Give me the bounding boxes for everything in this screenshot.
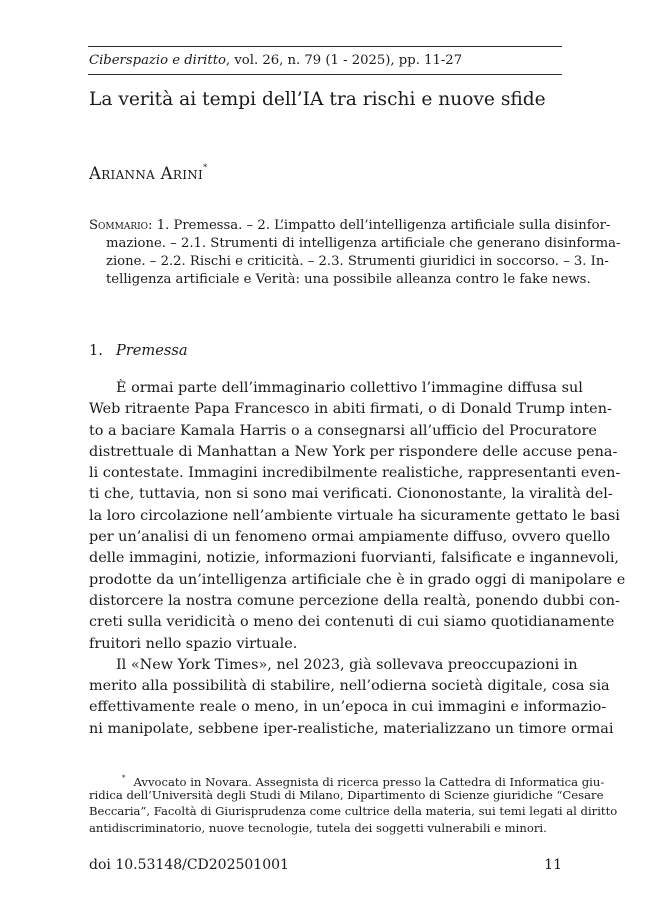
footnote-block bbox=[89, 770, 618, 836]
summary-line bbox=[89, 217, 611, 235]
summary-line: telligenza artificiale e Verità: una possibile alleanza contro le fake news. bbox=[106, 272, 591, 287]
footnote-marker: * bbox=[122, 774, 126, 782]
body-line: ni manipolate, sebbene iper-realistiche, materializzano un timore ormai bbox=[89, 720, 614, 737]
body-line: creti sulla veridicità o meno dei contenuti di cui siamo quotidianamente bbox=[89, 614, 615, 631]
header-bottom-rule bbox=[88, 74, 562, 75]
author-name-block bbox=[89, 157, 563, 185]
body-line: delle immagini, notizie, informazioni fuorvianti, falsificate e ingannevoli, bbox=[89, 550, 619, 567]
author-name: Arianna Arini bbox=[89, 164, 204, 183]
body-line: fruitori nello spazio virtuale. bbox=[89, 635, 298, 652]
doi-identifier: doi 10.53148/CD202501001 bbox=[89, 857, 289, 873]
footnote-line: Beccaria”, Facoltà di Giurisprudenza come cultrice della materia, sui temi legati al diritto bbox=[89, 804, 618, 819]
summary-label: Sommario: bbox=[89, 218, 153, 233]
section-heading bbox=[89, 341, 188, 361]
body-line: distrettuale di Manhattan a New York per rispondere delle accuse pena- bbox=[89, 443, 618, 460]
body-line: Web ritraente Papa Francesco in abiti firmati, o di Donald Trump inten- bbox=[89, 401, 612, 418]
body-line: to a baciare Kamala Harris o a consegnarsi all’ufficio del Procuratore bbox=[89, 422, 597, 439]
article-title: La verità ai tempi dell’IA tra rischi e nuove sfide bbox=[89, 89, 546, 110]
body-line: È ormai parte dell’immaginario collettivo l’immagine diffusa sul bbox=[116, 380, 583, 396]
section-title: Premessa bbox=[116, 342, 188, 359]
page-number: 11 bbox=[544, 857, 562, 873]
body-line: li contestate. Immagini incredibilmente realistiche, rappresentanti even- bbox=[89, 465, 621, 482]
journal-name: Ciberspazio e diritto bbox=[89, 53, 226, 68]
body-line: merito alla possibilità di stabilire, nell’odierna società digitale, cosa sia bbox=[89, 678, 610, 695]
header-top-rule bbox=[88, 46, 562, 47]
body-line: ti che, tuttavia, non si sono mai verificati. Ciononostante, la viralità del- bbox=[89, 486, 613, 503]
body-line: effettivamente reale o meno, in un’epoca in cui immagini e informazio- bbox=[89, 699, 607, 716]
summary-block bbox=[89, 217, 621, 289]
body-text bbox=[89, 378, 626, 740]
body-line: Il «New York Times», nel 2023, già sollevava preoccupazioni in bbox=[116, 656, 578, 673]
body-line: per un’analisi di un fenomeno ormai ampiamente diffuso, ovvero quello bbox=[89, 529, 611, 546]
journal-citation bbox=[89, 52, 563, 70]
body-line: distorcere la nostra comune percezione della realtà, ponendo dubbi con- bbox=[89, 592, 620, 609]
summary-text: 1. Premessa. – 2. L’impatto dell’intelligenza artificiale sulla disinfor- bbox=[152, 218, 611, 233]
body-line: prodotte da un’intelligenza artificiale che è in grado oggi di manipolare e bbox=[89, 571, 626, 588]
footnote-line: antidiscriminatorio, nuove tecnologie, tutela dei soggetti vulnerabili e minori. bbox=[89, 820, 547, 835]
footnote-text: Avvocato in Novara. Assegnista di ricerca presso la Cattedra di Informatica giu- bbox=[133, 775, 605, 789]
summary-line: zione. – 2.2. Rischi e criticità. – 2.3. Strumenti giuridici in soccorso. – 3. In- bbox=[106, 254, 609, 269]
journal-details: , vol. 26, n. 79 (1 - 2025), pp. 11-27 bbox=[225, 53, 463, 68]
section-number: 1. bbox=[89, 342, 103, 359]
footnote-line bbox=[89, 770, 605, 789]
body-line: la loro circolazione nell’ambiente virtuale ha sicuramente gettato le basi bbox=[89, 507, 620, 524]
author-footnote-marker: * bbox=[203, 163, 208, 172]
summary-line: mazione. – 2.1. Strumenti di intelligenza artificiale che generano disinforma- bbox=[106, 236, 621, 251]
footnote-line: ridica dell’Università degli Studi di Milano, Dipartimento di Scienze giuridiche “Cesare bbox=[89, 787, 604, 802]
